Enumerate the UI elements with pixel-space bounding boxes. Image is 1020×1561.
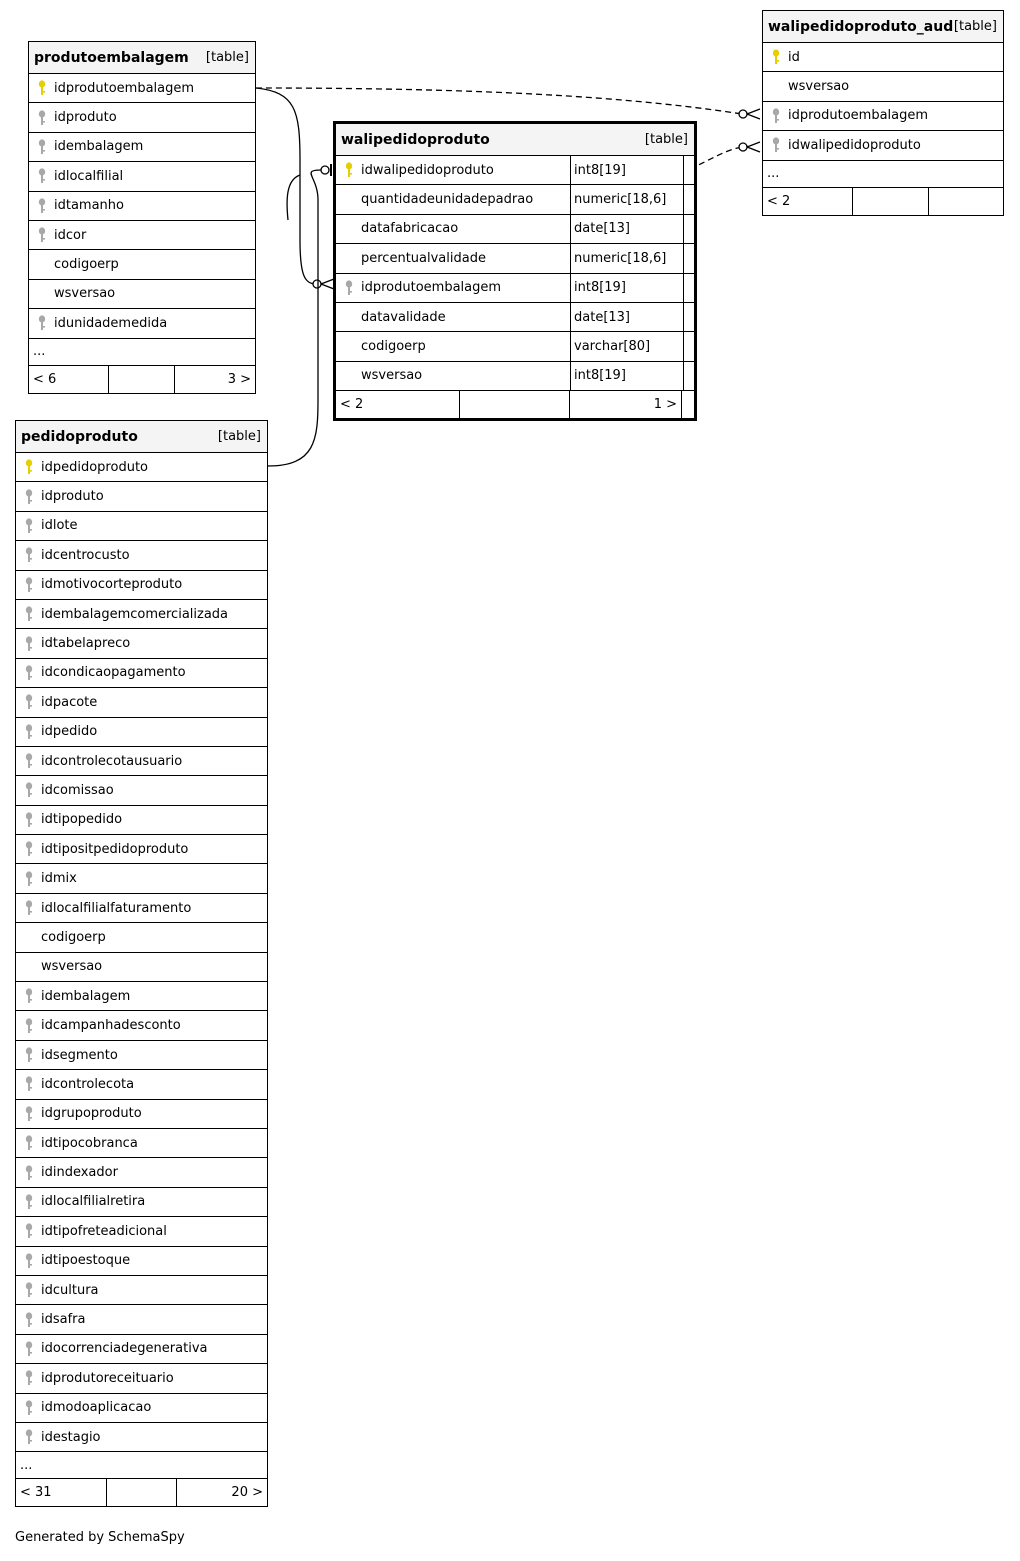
- column-row[interactable]: [336, 303, 694, 332]
- column-name: codigoerp: [361, 339, 426, 355]
- column-list: [336, 156, 694, 391]
- column-row[interactable]: [16, 718, 267, 747]
- column-row[interactable]: [16, 571, 267, 600]
- foreign-key-icon: [16, 900, 41, 916]
- column-row[interactable]: [16, 1423, 267, 1452]
- column-name: idprodutoembalagem: [54, 80, 195, 96]
- column-name: idtipofreteadicional: [41, 1223, 167, 1239]
- column-row[interactable]: [16, 659, 267, 688]
- column-name: idmotivocorteproduto: [41, 577, 183, 593]
- edge-end-aud-idprodutoembalagem: [739, 110, 747, 118]
- column-name: idcontrolecotausuario: [41, 753, 183, 769]
- column-anchor-cell: [683, 303, 694, 331]
- column-name: codigoerp: [41, 929, 106, 945]
- column-row[interactable]: [16, 1305, 267, 1334]
- edge-produtoembalagem-walipedidoproduto: [256, 88, 316, 284]
- foreign-key-icon: [29, 139, 54, 155]
- column-name: idprodutoreceituario: [41, 1370, 174, 1386]
- column-name: idprodutoembalagem: [361, 280, 502, 296]
- foreign-key-icon: [16, 694, 41, 710]
- footer-spacer: [853, 188, 929, 215]
- column-name: idcor: [54, 227, 87, 243]
- table-produtoembalagem[interactable]: [28, 41, 256, 394]
- column-datatype: int8[19]: [570, 362, 683, 390]
- column-row[interactable]: [336, 185, 694, 214]
- foreign-key-icon: [763, 137, 788, 153]
- column-datatype: numeric[18,6]: [570, 244, 683, 272]
- column-name: idpedido: [41, 724, 98, 740]
- more-columns: ...: [763, 161, 1003, 188]
- column-row[interactable]: [16, 1335, 267, 1364]
- column-name: idcampanhadesconto: [41, 1018, 181, 1034]
- column-row[interactable]: [29, 221, 255, 250]
- column-row[interactable]: [16, 923, 267, 952]
- edge-produtoembalagem-aud: [256, 88, 742, 114]
- column-name: idestagio: [41, 1429, 101, 1445]
- column-name: idtamanho: [54, 198, 124, 214]
- column-row[interactable]: [29, 309, 255, 338]
- column-name: idgrupoproduto: [41, 1106, 142, 1122]
- foreign-key-icon: [16, 1135, 41, 1151]
- column-anchor-cell: [683, 215, 694, 243]
- column-row[interactable]: [16, 600, 267, 629]
- column-name: wsversao: [361, 368, 423, 384]
- table-type: [table]: [217, 429, 261, 444]
- table-type: [table]: [644, 132, 688, 147]
- more-columns: ...: [29, 339, 255, 366]
- edge-pedidoproduto-walipedidoproduto: [268, 170, 322, 466]
- primary-key-icon: [16, 459, 41, 475]
- foreign-key-icon: [16, 841, 41, 857]
- column-row[interactable]: [29, 280, 255, 309]
- foreign-key-icon: [336, 280, 361, 296]
- column-name: idwalipedidoproduto: [361, 162, 494, 178]
- foreign-key-icon: [16, 547, 41, 563]
- column-row[interactable]: [16, 1217, 267, 1246]
- column-anchor-cell: [683, 332, 694, 360]
- column-name: idcondicaopagamento: [41, 665, 186, 681]
- foreign-key-icon: [29, 168, 54, 184]
- foreign-key-icon: [29, 227, 54, 243]
- column-name: wsversao: [54, 286, 116, 302]
- foreign-key-icon: [16, 1076, 41, 1092]
- column-row[interactable]: [16, 688, 267, 717]
- table-walipedidoproduto-aud[interactable]: [762, 10, 1004, 216]
- foreign-key-icon: [16, 1018, 41, 1034]
- foreign-key-icon: [16, 518, 41, 534]
- parents-count[interactable]: < 2: [763, 188, 853, 215]
- children-count[interactable]: 20 >: [231, 1485, 263, 1501]
- primary-key-icon: [336, 162, 361, 178]
- footer-spacer: [460, 391, 570, 418]
- foreign-key-icon: [16, 489, 41, 505]
- primary-key-icon: [763, 49, 788, 65]
- column-list: [29, 74, 255, 339]
- column-row[interactable]: [16, 453, 267, 482]
- column-row[interactable]: [336, 244, 694, 273]
- foreign-key-icon: [16, 871, 41, 887]
- column-row[interactable]: [16, 1364, 267, 1393]
- column-name: idmodoaplicacao: [41, 1400, 152, 1416]
- children-count[interactable]: 1 >: [570, 391, 682, 418]
- column-name: idocorrenciadegenerativa: [41, 1341, 208, 1357]
- column-name: datafabricacao: [361, 221, 459, 237]
- column-row[interactable]: [16, 629, 267, 658]
- foreign-key-icon: [16, 1282, 41, 1298]
- column-name: idtipositpedidoproduto: [41, 841, 189, 857]
- foreign-key-icon: [16, 1429, 41, 1445]
- foreign-key-icon: [16, 988, 41, 1004]
- column-row[interactable]: [16, 1100, 267, 1129]
- column-name: id: [788, 49, 800, 65]
- column-row[interactable]: [16, 982, 267, 1011]
- table-footer: [336, 391, 694, 418]
- column-name: idlocalfilialfaturamento: [41, 900, 192, 916]
- column-name: idlote: [41, 518, 78, 534]
- column-row[interactable]: [16, 894, 267, 923]
- parents-count[interactable]: < 31: [16, 1479, 107, 1506]
- column-name: idproduto: [41, 489, 104, 505]
- column-row[interactable]: [16, 482, 267, 511]
- footer-spacer: [109, 366, 175, 393]
- column-row[interactable]: [763, 131, 1003, 160]
- table-name: walipedidoproduto: [341, 131, 490, 148]
- edge-end-walipedidoproduto-idwalipedidoproduto: [321, 166, 329, 174]
- column-name: idsegmento: [41, 1047, 118, 1063]
- column-name: idindexador: [41, 1165, 118, 1181]
- table-type: [table]: [205, 50, 249, 65]
- column-anchor-cell: [683, 156, 694, 184]
- column-name: idembalagemcomercializada: [41, 606, 229, 622]
- column-datatype: int8[19]: [570, 156, 683, 184]
- column-row[interactable]: [763, 43, 1003, 72]
- column-row[interactable]: [16, 1276, 267, 1305]
- column-name: idprodutoembalagem: [788, 108, 929, 124]
- column-name: idsafra: [41, 1312, 86, 1328]
- edge-end-walipedidoproduto-idprodutoembalagem: [313, 280, 321, 288]
- edge-crow-aud-idprodutoembalagem: [747, 109, 760, 119]
- column-row[interactable]: [763, 102, 1003, 131]
- column-anchor-cell: [683, 185, 694, 213]
- table-header: [336, 124, 694, 156]
- column-row[interactable]: [336, 332, 694, 361]
- column-name: idcultura: [41, 1282, 99, 1298]
- column-row[interactable]: [763, 72, 1003, 101]
- column-row[interactable]: [16, 512, 267, 541]
- children-count[interactable]: 3 >: [227, 371, 251, 387]
- edge-end-aud-idwalipedidoproduto: [739, 143, 747, 151]
- column-anchor-cell: [683, 274, 694, 302]
- footer-spacer: [107, 1479, 177, 1506]
- column-row[interactable]: [16, 1247, 267, 1276]
- table-header: [763, 11, 1003, 43]
- table-name: walipedidoproduto_aud: [768, 18, 954, 35]
- column-row[interactable]: [16, 1041, 267, 1070]
- table-footer: [16, 1479, 267, 1506]
- foreign-key-icon: [16, 1400, 41, 1416]
- column-name: idunidademedida: [54, 315, 168, 331]
- column-row[interactable]: [336, 274, 694, 303]
- foreign-key-icon: [29, 315, 54, 331]
- column-row[interactable]: [16, 1394, 267, 1423]
- foreign-key-icon: [16, 1047, 41, 1063]
- table-type: [table]: [953, 19, 997, 34]
- column-name: idcontrolecota: [41, 1076, 135, 1092]
- column-anchor-cell: [683, 362, 694, 390]
- column-name: idcomissao: [41, 782, 114, 798]
- column-name: wsversao: [41, 959, 103, 975]
- column-datatype: int8[19]: [570, 274, 683, 302]
- column-name: datavalidade: [361, 309, 446, 325]
- column-row[interactable]: [16, 953, 267, 982]
- table-name: produtoembalagem: [34, 49, 189, 66]
- column-row[interactable]: [336, 156, 694, 185]
- column-row[interactable]: [336, 362, 694, 391]
- column-name: idtipocobranca: [41, 1135, 138, 1151]
- foreign-key-icon: [16, 1106, 41, 1122]
- column-name: idembalagem: [54, 139, 144, 155]
- column-name: idproduto: [54, 110, 117, 126]
- foreign-key-icon: [29, 110, 54, 126]
- column-row[interactable]: [16, 1188, 267, 1217]
- column-anchor-cell: [683, 244, 694, 272]
- column-row[interactable]: [336, 215, 694, 244]
- column-row[interactable]: [16, 835, 267, 864]
- column-name: percentualvalidade: [361, 250, 486, 266]
- column-datatype: numeric[18,6]: [570, 185, 683, 213]
- column-name: idtabelapreco: [41, 636, 131, 652]
- column-row[interactable]: [16, 776, 267, 805]
- column-datatype: date[13]: [570, 215, 683, 243]
- column-row[interactable]: [16, 1070, 267, 1099]
- column-row[interactable]: [29, 162, 255, 191]
- column-row[interactable]: [29, 103, 255, 132]
- table-pedidoproduto[interactable]: [15, 420, 268, 1507]
- column-row[interactable]: [16, 1158, 267, 1187]
- edge-crow-aud-idwalipedidoproduto: [747, 142, 760, 152]
- column-row[interactable]: [16, 1011, 267, 1040]
- foreign-key-icon: [16, 1341, 41, 1357]
- column-list: [763, 43, 1003, 161]
- column-row[interactable]: [16, 747, 267, 776]
- foreign-key-icon: [16, 577, 41, 593]
- column-name: idlocalfilial: [54, 168, 124, 184]
- foreign-key-icon: [16, 1312, 41, 1328]
- foreign-key-icon: [16, 1253, 41, 1269]
- foreign-key-icon: [763, 108, 788, 124]
- foreign-key-icon: [16, 1370, 41, 1386]
- table-name: pedidoproduto: [21, 428, 138, 445]
- column-datatype: varchar[80]: [570, 332, 683, 360]
- column-row[interactable]: [16, 1129, 267, 1158]
- children-count[interactable]: [929, 188, 1003, 215]
- foreign-key-icon: [16, 1194, 41, 1210]
- foreign-key-icon: [16, 1165, 41, 1181]
- edge-curve-walipedidoproduto-loop: [287, 175, 300, 220]
- column-row[interactable]: [16, 541, 267, 570]
- table-footer: [29, 366, 255, 393]
- parents-count[interactable]: < 2: [336, 391, 460, 418]
- foreign-key-icon: [16, 782, 41, 798]
- foreign-key-icon: [16, 606, 41, 622]
- foreign-key-icon: [16, 753, 41, 769]
- foreign-key-icon: [29, 198, 54, 214]
- table-header: [29, 42, 255, 74]
- column-row[interactable]: [29, 192, 255, 221]
- foreign-key-icon: [16, 636, 41, 652]
- column-name: idtipopedido: [41, 812, 123, 828]
- generator-credit: Generated by SchemaSpy: [15, 1530, 185, 1545]
- column-row[interactable]: [29, 250, 255, 279]
- edge-walipedidoproduto-aud: [690, 147, 742, 169]
- more-columns: ...: [16, 1452, 267, 1479]
- foreign-key-icon: [16, 1223, 41, 1239]
- column-row[interactable]: [29, 133, 255, 162]
- foreign-key-icon: [16, 812, 41, 828]
- table-footer: [763, 188, 1003, 215]
- table-header: [16, 421, 267, 453]
- table-walipedidoproduto[interactable]: [333, 121, 697, 421]
- column-datatype: date[13]: [570, 303, 683, 331]
- foreign-key-icon: [16, 665, 41, 681]
- column-name: idtipoestoque: [41, 1253, 131, 1269]
- column-name: idembalagem: [41, 988, 131, 1004]
- column-name: idcentrocusto: [41, 547, 130, 563]
- parents-count[interactable]: < 6: [29, 366, 109, 393]
- column-name: idpacote: [41, 694, 98, 710]
- column-name: wsversao: [788, 79, 850, 95]
- column-row[interactable]: [29, 74, 255, 103]
- column-name: idmix: [41, 871, 77, 887]
- column-name: idlocalfilialretira: [41, 1194, 146, 1210]
- column-row[interactable]: [16, 864, 267, 893]
- foreign-key-icon: [16, 724, 41, 740]
- column-row[interactable]: [16, 806, 267, 835]
- column-list: [16, 453, 267, 1452]
- column-name: quantidadeunidadepadrao: [361, 192, 534, 208]
- column-name: idpedidoproduto: [41, 459, 148, 475]
- column-name: codigoerp: [54, 257, 119, 273]
- primary-key-icon: [29, 80, 54, 96]
- column-name: idwalipedidoproduto: [788, 137, 921, 153]
